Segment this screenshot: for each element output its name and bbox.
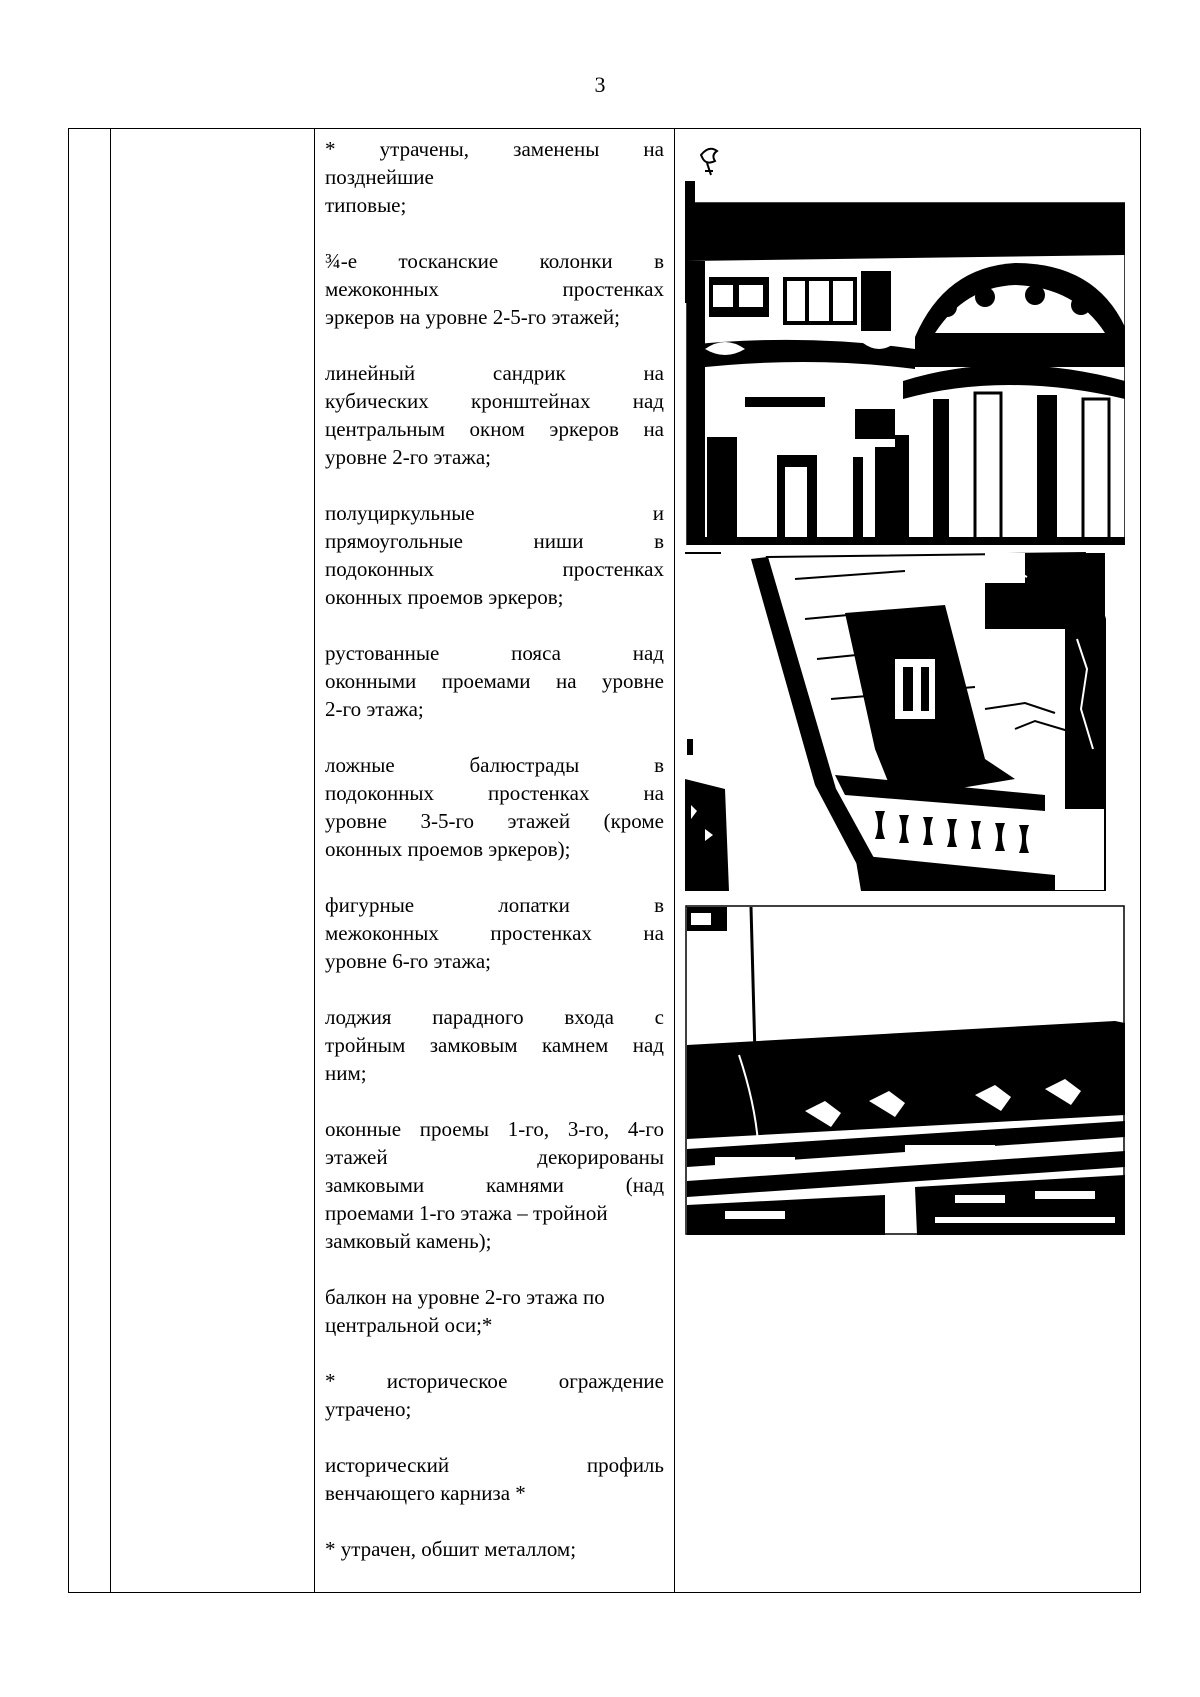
feature-line: позднейшие xyxy=(325,165,434,189)
feature-line: уровне 6-го этажа; xyxy=(325,949,491,973)
feature-line: 2-го этажа; xyxy=(325,697,424,721)
feature-line: подоконных простенках xyxy=(325,557,664,581)
feature-line: ложные балюстрады в xyxy=(325,753,664,777)
table-row xyxy=(69,129,1141,1593)
feature-line: фигурные лопатки в xyxy=(325,893,664,917)
feature-line: линейный сандрик на xyxy=(325,361,664,385)
feature-line: оконными проемами на уровне xyxy=(325,669,664,693)
feature-line: замковый камень); xyxy=(325,1229,492,1253)
feature-line: * утрачены, заменены на xyxy=(325,137,664,161)
feature-line: межоконных простенках на xyxy=(325,921,664,945)
feature-item xyxy=(325,359,664,471)
feature-line: центральной оси;* xyxy=(325,1313,493,1337)
feature-line: полуциркульные и xyxy=(325,501,664,525)
feature-line: исторический профиль xyxy=(325,1453,664,1477)
feature-item xyxy=(325,639,664,723)
feature-line: прямоугольные ниши в xyxy=(325,529,664,553)
feature-list xyxy=(325,135,664,1563)
feature-line: оконных проемов эркеров); xyxy=(325,837,571,861)
feature-line: * историческое ограждение xyxy=(325,1369,664,1393)
feature-item xyxy=(325,247,664,331)
feature-line: типовые; xyxy=(325,193,407,217)
name-cell xyxy=(111,129,315,1593)
facade-photo-balcony-angle xyxy=(685,549,1125,891)
feature-line: оконных проемов эркеров; xyxy=(325,585,564,609)
feature-line: лоджия парадного входа с xyxy=(325,1005,664,1029)
features-cell xyxy=(315,129,675,1593)
feature-line: венчающего карниза * xyxy=(325,1481,526,1505)
feature-line: рустованные пояса над xyxy=(325,641,664,665)
feature-line: балкон на уровне 2-го этажа по xyxy=(325,1285,605,1309)
feature-line: утрачено; xyxy=(325,1397,412,1421)
feature-line: замковыми камнями (над xyxy=(325,1173,664,1197)
feature-line: этажей декорированы xyxy=(325,1145,664,1169)
feature-line: тройным замковым камнем над xyxy=(325,1033,664,1057)
feature-line: ¾-е тосканские колонки в xyxy=(325,249,664,273)
feature-line: центральным окном эркеров на xyxy=(325,417,664,441)
feature-line: межоконных простенках xyxy=(325,277,664,301)
feature-item xyxy=(325,891,664,975)
feature-line: * утрачен, обшит металлом; xyxy=(325,1537,577,1561)
number-cell xyxy=(69,129,111,1593)
feature-item xyxy=(325,135,664,219)
feature-item xyxy=(325,1283,664,1339)
feature-line: уровне 3-5-го этажей (кроме xyxy=(325,809,664,833)
feature-item xyxy=(325,1535,664,1563)
feature-item xyxy=(325,1003,664,1087)
feature-item xyxy=(325,1115,664,1255)
feature-item xyxy=(325,751,664,863)
feature-line: эркеров на уровне 2-5-го этажей; xyxy=(325,305,620,329)
feature-line: оконные проемы 1-го, 3-го, 4-го xyxy=(325,1117,664,1141)
feature-item xyxy=(325,499,664,611)
feature-line: уровне 2-го этажа; xyxy=(325,445,491,469)
feature-item xyxy=(325,1367,664,1423)
facade-photo-bay-windows xyxy=(685,137,1125,545)
photos-cell xyxy=(675,129,1141,1593)
feature-line: ним; xyxy=(325,1061,367,1085)
feature-line: подоконных простенках на xyxy=(325,781,664,805)
facade-photo-cornice xyxy=(685,905,1125,1235)
feature-line: кубических кронштейнах над xyxy=(325,389,664,413)
object-table xyxy=(68,128,1141,1593)
feature-item xyxy=(325,1451,664,1507)
page-number: 3 xyxy=(594,72,606,97)
feature-line: проемами 1-го этажа – тройной xyxy=(325,1201,608,1225)
